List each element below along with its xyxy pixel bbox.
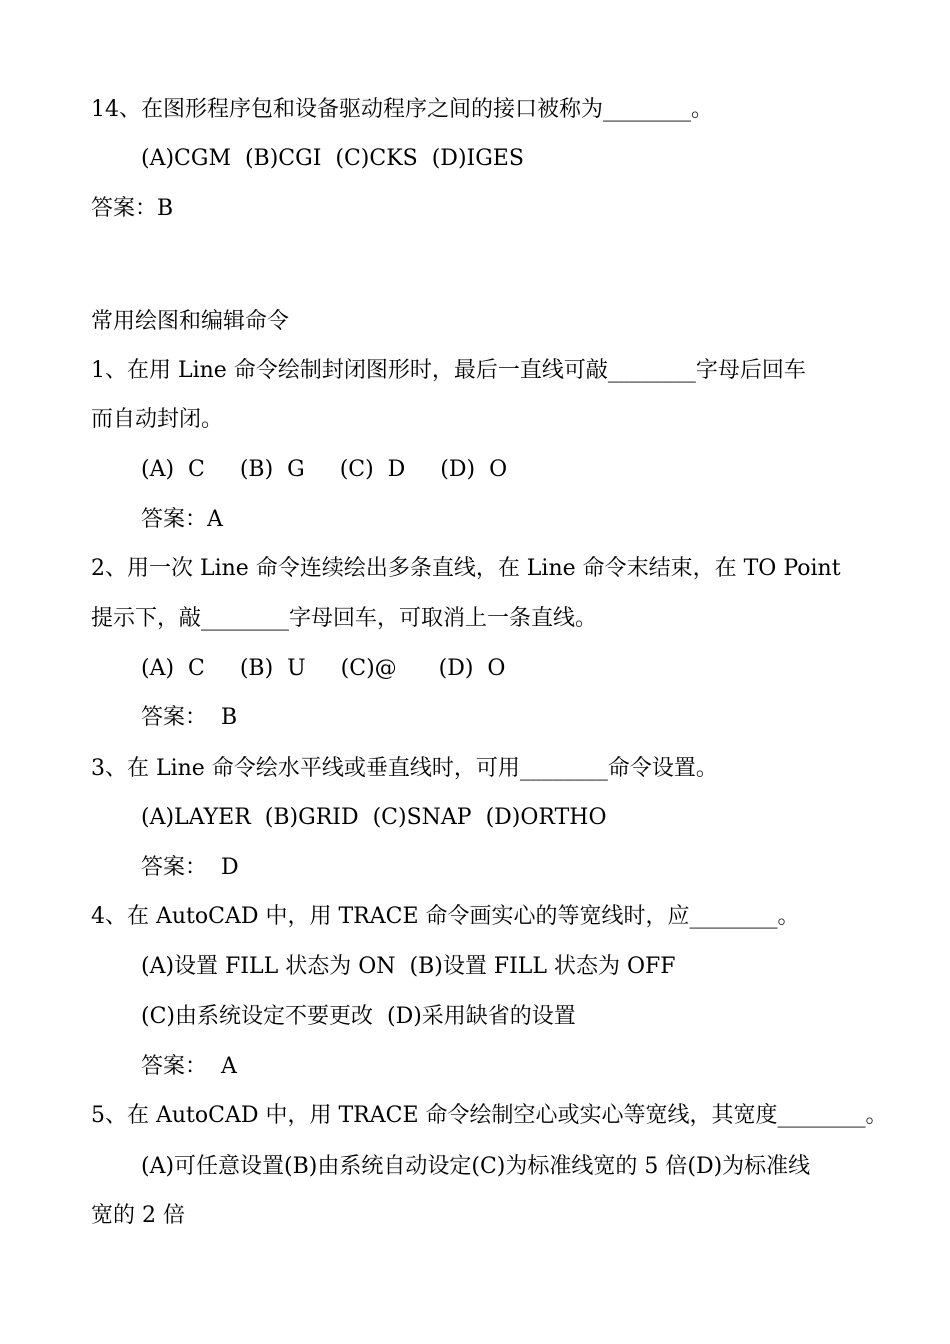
q2-question-line1: 2、用一次 Line 命令连续绘出多条直线，在 Line 命令末结束，在 TO Point	[91, 556, 841, 581]
q1-question-line2: 而自动封闭。	[91, 407, 224, 432]
q1-options: (A) C (B) G (C) D (D) O	[141, 457, 508, 482]
q4-options-line2: (C)由系统设定不要更改 (D)采用缺省的设置	[141, 1004, 576, 1029]
q14-answer: 答案：B	[91, 196, 174, 221]
q3-options: (A)LAYER (B)GRID (C)SNAP (D)ORTHO	[141, 805, 607, 830]
q3-question: 3、在 Line 命令绘水平线或垂直线时，可用________命令设置。	[91, 756, 718, 781]
q1-answer: 答案：A	[141, 507, 223, 532]
q2-question-line2: 提示下，敲________字母回车，可取消上一条直线。	[91, 606, 598, 631]
q2-answer: 答案： B	[141, 705, 238, 730]
q4-options-line1: (A)设置 FILL 状态为 ON (B)设置 FILL 状态为 OFF	[141, 954, 676, 979]
q2-options: (A) C (B) U (C)@ (D) O	[141, 656, 506, 681]
q3-answer: 答案： D	[141, 855, 239, 880]
q1-question-line1: 1、在用 Line 命令绘制封闭图形时，最后一直线可敲________字母后回车	[91, 358, 806, 383]
section-title: 常用绘图和编辑命令	[91, 309, 290, 334]
q14-options: (A)CGM (B)CGI (C)CKS (D)IGES	[141, 146, 524, 171]
q4-answer: 答案： A	[141, 1054, 237, 1079]
q4-question: 4、在 AutoCAD 中，用 TRACE 命令画实心的等宽线时，应________。	[91, 904, 800, 929]
q5-question: 5、在 AutoCAD 中，用 TRACE 命令绘制空心或实心等宽线，其宽度________。	[91, 1103, 888, 1128]
q14-question: 14、在图形程序包和设备驱动程序之间的接口被称为________。	[91, 97, 713, 122]
q5-options-line1: (A)可任意设置(B)由系统自动设定(C)为标准线宽的 5 倍(D)为标准线	[141, 1154, 811, 1179]
q5-options-line2: 宽的 2 倍	[91, 1203, 185, 1228]
